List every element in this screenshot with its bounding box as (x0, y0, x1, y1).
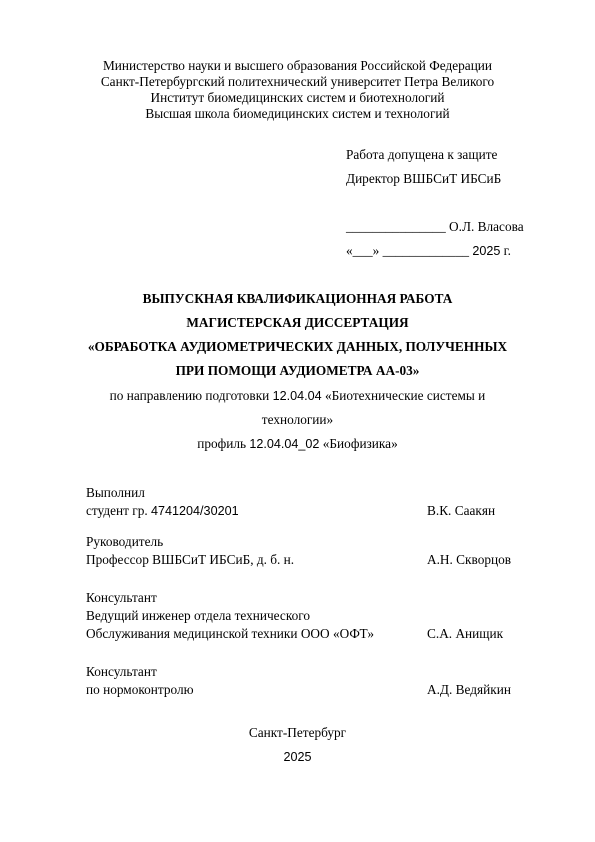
direction-continuation: технологии» (261, 412, 334, 427)
executor-name: В.К. Саакян (427, 503, 496, 518)
direction-prefix: по направлению подготовки (109, 388, 273, 403)
profile-name: «Биофизика» (319, 436, 398, 451)
profile-prefix: профиль (197, 436, 250, 451)
dissertation-title: МАГИСТЕРСКАЯ ДИССЕРТАЦИЯ (186, 315, 409, 330)
consultant1-desc2: Обслуживания медицинской техники ООО «ОФТ» (86, 626, 374, 641)
supervisor-role: Руководитель (86, 534, 164, 549)
consultant2-desc: по нормоконтролю (86, 682, 194, 697)
year: 2025 (283, 750, 312, 764)
director-signature: _______________ О.Л. Власова (346, 219, 524, 234)
profile-code: 12.04.04_02 (249, 437, 320, 451)
profile-line (0, 436, 595, 452)
date-year: 2025 (472, 244, 501, 258)
city: Санкт-Петербург (248, 725, 347, 740)
supervisor-desc: Профессор ВШБСиТ ИБСиБ, д. б. н. (86, 552, 295, 567)
consultant2-role: Консультант (86, 664, 157, 679)
direction-name: «Биотехнические системы и (321, 388, 486, 403)
date-blanks: «___» _____________ (346, 243, 473, 258)
date-suffix: г. (500, 243, 511, 258)
university-line: Санкт-Петербургский политехнический университет Петра Великого (100, 74, 495, 89)
thesis-topic-line1: «ОБРАБОТКА АУДИОМЕТРИЧЕСКИХ ДАННЫХ, ПОЛУЧЕННЫХ (87, 339, 508, 354)
consultant1-role: Консультант (86, 590, 157, 605)
work-type-title: ВЫПУСКНАЯ КВАЛИФИКАЦИОННАЯ РАБОТА (142, 291, 453, 306)
executor-role: Выполнил (86, 485, 145, 500)
thesis-topic-line2: ПРИ ПОМОЩИ АУДИОМЕТРА АА-03» (175, 363, 420, 378)
executor-group (86, 503, 239, 519)
institute-line: Институт биомедицинских систем и биотехнологий (150, 90, 445, 105)
director-title: Директор ВШБСиТ ИБСиБ (346, 171, 502, 186)
direction-line (0, 388, 595, 404)
school-line: Высшая школа биомедицинских систем и технологий (145, 106, 450, 121)
approval-date (346, 243, 511, 259)
direction-code: 12.04.04 (272, 389, 322, 403)
consultant2-name: А.Д. Ведяйкин (427, 682, 511, 697)
consultant1-desc1: Ведущий инженер отдела технического (86, 608, 311, 623)
group-number: 4741204/30201 (151, 504, 239, 518)
executor-desc: студент гр. (86, 503, 152, 518)
supervisor-name: А.Н. Скворцов (427, 552, 512, 567)
admitted-to-defense: Работа допущена к защите (346, 147, 498, 162)
ministry-line: Министерство науки и высшего образования Российской Федерации (102, 58, 493, 73)
consultant1-name: С.А. Анищик (427, 626, 504, 641)
